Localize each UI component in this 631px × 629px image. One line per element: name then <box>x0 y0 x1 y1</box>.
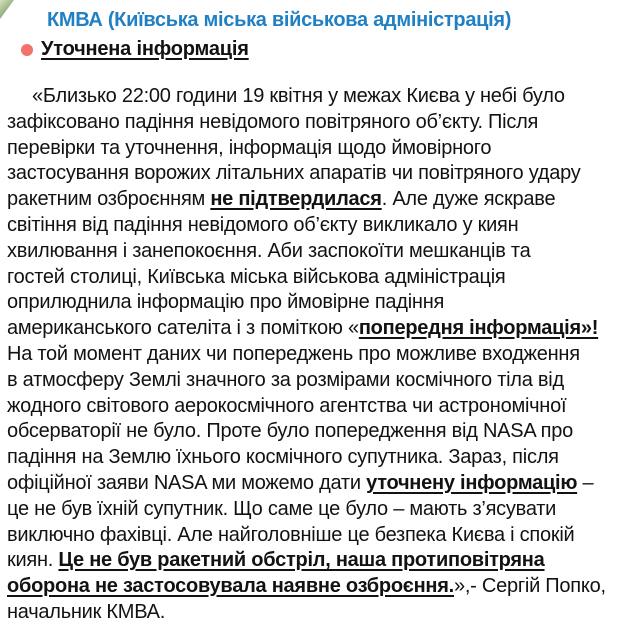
message-line <box>7 316 627 342</box>
body-text: обсерваторії не було. Проте було попередження від NASA про <box>7 420 573 443</box>
message-line <box>7 239 627 265</box>
message-line <box>7 265 627 291</box>
message-line <box>7 548 627 574</box>
emphasized-text: не підтвердилася <box>210 188 382 211</box>
body-text: застосування ворожих літальних апаратів чи повітряного удару <box>7 162 581 185</box>
body-text: зафіксовано падіння невідомого повітряного об’єкту. Після <box>7 110 539 133</box>
body-text: падіння на Землю їхнього космічного супутника. Зараз, після <box>7 446 559 469</box>
message-line <box>7 574 627 600</box>
message-line <box>7 342 627 368</box>
headline: Уточнена інформація <box>41 38 249 60</box>
body-text: начальник КМВА. <box>7 600 166 623</box>
body-text: «Близько 22:00 години 19 квітня у межах Києва у небі було <box>32 85 565 107</box>
message-line <box>7 419 627 445</box>
message-line <box>7 368 627 394</box>
message-line <box>7 161 627 187</box>
body-text: це не був їхній супутник. Що саме це було – мають з’ясувати <box>7 497 557 520</box>
body-text: ракетним озброєнням <box>7 188 211 211</box>
body-text: гостей столиці, Київська міська військова адміністрація <box>7 265 506 288</box>
emphasized-text: уточнену інформацію <box>366 471 578 494</box>
message-body <box>7 84 627 626</box>
emphasized-text: оборона не застосовувала наявне озброєння. <box>7 575 454 598</box>
message-line <box>7 471 627 497</box>
body-text: американського сателіта і з поміткою « <box>7 317 359 340</box>
body-text: оприлюднила інформацію про ймовірне падіння <box>7 291 445 314</box>
body-text: перевірки та уточнення, інформація щодо ймовірного <box>7 136 492 159</box>
emphasized-text: попередня інформація»! <box>358 317 599 340</box>
body-text: виключно фахівці. Але найголовніше це безпека Києва і спокій <box>7 523 575 546</box>
red-circle-icon <box>21 44 33 56</box>
message-line <box>7 110 627 136</box>
message-line <box>7 136 627 162</box>
headline-row <box>21 38 249 61</box>
message-line <box>7 497 627 523</box>
body-text: хвилювання і занепокоєння. Аби заспокоїти мешканців та <box>7 239 531 262</box>
channel-name-link[interactable]: КМВА (Київська міська військова адміністрація) <box>47 9 512 31</box>
emphasized-text: Це не був ракетний обстріл, наша протиповітряна <box>58 549 545 572</box>
body-text: жодного світового аерокосмічного агентства чи астрономічної <box>7 394 567 417</box>
message-line <box>7 445 627 471</box>
body-text: . Але дуже яскраве <box>381 188 556 211</box>
body-text: На той момент даних чи попереджень про можливе входження <box>7 342 580 365</box>
body-text: киян. <box>7 549 59 572</box>
message-line <box>7 187 627 213</box>
message-line <box>7 394 627 420</box>
body-text: світіння від падіння невідомого об’єкту викликало у киян <box>7 213 519 236</box>
body-text: »,- Сергій Попко, <box>454 575 606 598</box>
message-line <box>7 290 627 316</box>
message-line <box>7 84 627 110</box>
body-text: – <box>577 471 594 494</box>
message-line <box>7 600 627 626</box>
message-line <box>7 213 627 239</box>
body-text: в атмосферу Землі значного за розмірами космічного тіла від <box>7 368 564 391</box>
body-text: офіційної заяви NASA ми можемо дати <box>7 471 367 494</box>
photo-corner-fragment <box>0 0 14 19</box>
message-line <box>7 523 627 549</box>
